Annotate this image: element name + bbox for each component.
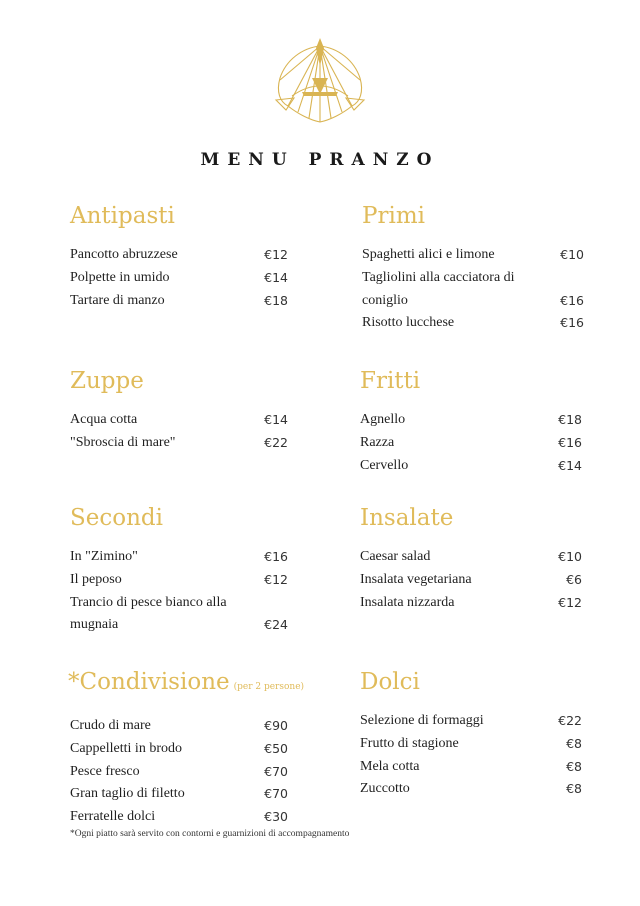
item-name: Cervello xyxy=(360,457,409,473)
section-title xyxy=(68,666,305,703)
item-price: €8 xyxy=(566,735,582,751)
item-price: €16 xyxy=(560,292,584,308)
list-item xyxy=(360,778,582,801)
item-list xyxy=(360,546,582,614)
section-insalate xyxy=(360,502,582,614)
item-name: "Sbroscia di mare" xyxy=(70,434,176,450)
list-item xyxy=(360,756,582,779)
item-name: Tartare di manzo xyxy=(70,292,165,308)
shell-icon xyxy=(272,36,368,128)
item-list xyxy=(70,244,288,312)
item-price: €12 xyxy=(558,594,582,610)
item-name: Polpette in umido xyxy=(70,269,170,285)
list-item xyxy=(360,409,582,432)
item-name: Pesce fresco xyxy=(70,763,140,779)
section-secondi xyxy=(70,502,288,637)
list-item xyxy=(70,267,288,290)
section-title: Insalate xyxy=(360,505,454,531)
list-item xyxy=(360,733,582,756)
list-item xyxy=(70,569,288,592)
section-primi xyxy=(362,200,584,335)
item-price: €14 xyxy=(558,457,582,473)
footnote: *Ogni piatto sarà servito con contorni e guarnizioni di accompagnamento xyxy=(70,829,350,839)
item-name: Risotto lucchese xyxy=(362,315,455,331)
item-price: €22 xyxy=(558,713,582,728)
item-list xyxy=(70,409,288,455)
section-condivisione xyxy=(68,666,305,829)
page-title: MENU PRANZO xyxy=(200,150,440,170)
list-item xyxy=(360,710,582,733)
section-title: Secondi xyxy=(70,505,163,531)
section-title: Primi xyxy=(362,203,425,229)
item-name: Trancio di pesce bianco alla mugnaia xyxy=(70,594,227,633)
item-name: Razza xyxy=(360,434,395,450)
item-price: €10 xyxy=(558,549,582,564)
item-name: Acqua cotta xyxy=(70,412,138,427)
list-item xyxy=(360,569,582,592)
item-price: €70 xyxy=(264,763,288,779)
section-dolci xyxy=(360,666,582,801)
item-name: Frutto di stagione xyxy=(360,735,459,751)
list-item xyxy=(362,267,584,313)
item-price: €90 xyxy=(264,718,288,733)
item-name: Crudo di mare xyxy=(70,718,151,733)
list-item xyxy=(70,761,288,784)
item-list xyxy=(362,244,584,335)
item-name: Gran taglio di filetto xyxy=(70,786,185,802)
item-name: Pancotto abruzzese xyxy=(70,247,178,262)
item-price: €18 xyxy=(264,292,288,308)
section-title: Antipasti xyxy=(70,203,175,229)
list-item xyxy=(362,312,584,335)
item-price: €24 xyxy=(264,617,288,633)
item-name: Selezione di formaggi xyxy=(360,713,484,728)
section-title-text: *Condivisione xyxy=(68,669,230,695)
item-name: Tagliolini alla cacciatora di coniglio xyxy=(362,269,515,308)
item-price: €16 xyxy=(560,315,584,331)
section-fritti xyxy=(360,365,582,477)
list-item xyxy=(70,290,288,313)
list-item xyxy=(362,244,584,267)
section-note: (per 2 persone) xyxy=(233,682,305,692)
list-item xyxy=(360,432,582,455)
list-item xyxy=(70,806,288,829)
item-name: Il peposo xyxy=(70,571,122,587)
item-list xyxy=(360,409,582,477)
item-price: €22 xyxy=(264,434,288,450)
list-item xyxy=(70,409,288,432)
list-item xyxy=(70,244,288,267)
list-item xyxy=(70,432,288,455)
item-name: Agnello xyxy=(360,412,406,427)
list-item xyxy=(70,738,288,761)
list-item xyxy=(360,592,582,615)
item-price: €70 xyxy=(264,786,288,802)
item-price: €12 xyxy=(264,247,288,262)
item-price: €16 xyxy=(558,434,582,450)
item-list xyxy=(360,710,582,801)
item-name: Ferratelle dolci xyxy=(70,809,156,825)
list-item xyxy=(360,455,582,478)
item-name: Insalata vegetariana xyxy=(360,571,472,587)
item-price: €14 xyxy=(264,412,288,427)
item-name: Insalata nizzarda xyxy=(360,594,455,610)
section-title: Zuppe xyxy=(70,368,144,394)
item-price: €12 xyxy=(264,571,288,587)
item-list xyxy=(70,546,288,637)
list-item xyxy=(70,546,288,569)
item-name: In "Zimino" xyxy=(70,549,138,564)
item-name: Caesar salad xyxy=(360,549,431,564)
item-price: €30 xyxy=(264,809,288,825)
list-item xyxy=(70,715,288,738)
item-name: Cappelletti in brodo xyxy=(70,740,182,756)
item-price: €18 xyxy=(558,412,582,427)
section-zuppe xyxy=(70,365,288,455)
item-price: €10 xyxy=(560,247,584,262)
item-name: Mela cotta xyxy=(360,758,420,774)
item-price: €8 xyxy=(566,781,582,797)
item-name: Zuccotto xyxy=(360,781,410,797)
section-title: Dolci xyxy=(360,669,420,695)
section-title: Fritti xyxy=(360,368,421,394)
item-price: €6 xyxy=(566,571,582,587)
list-item xyxy=(70,592,288,638)
list-item xyxy=(70,783,288,806)
item-price: €16 xyxy=(264,549,288,564)
item-price: €8 xyxy=(566,758,582,774)
list-item xyxy=(360,546,582,569)
item-price: €50 xyxy=(264,740,288,756)
item-name: Spaghetti alici e limone xyxy=(362,247,495,262)
item-list xyxy=(68,715,288,829)
section-antipasti xyxy=(70,200,288,312)
item-price: €14 xyxy=(264,269,288,285)
